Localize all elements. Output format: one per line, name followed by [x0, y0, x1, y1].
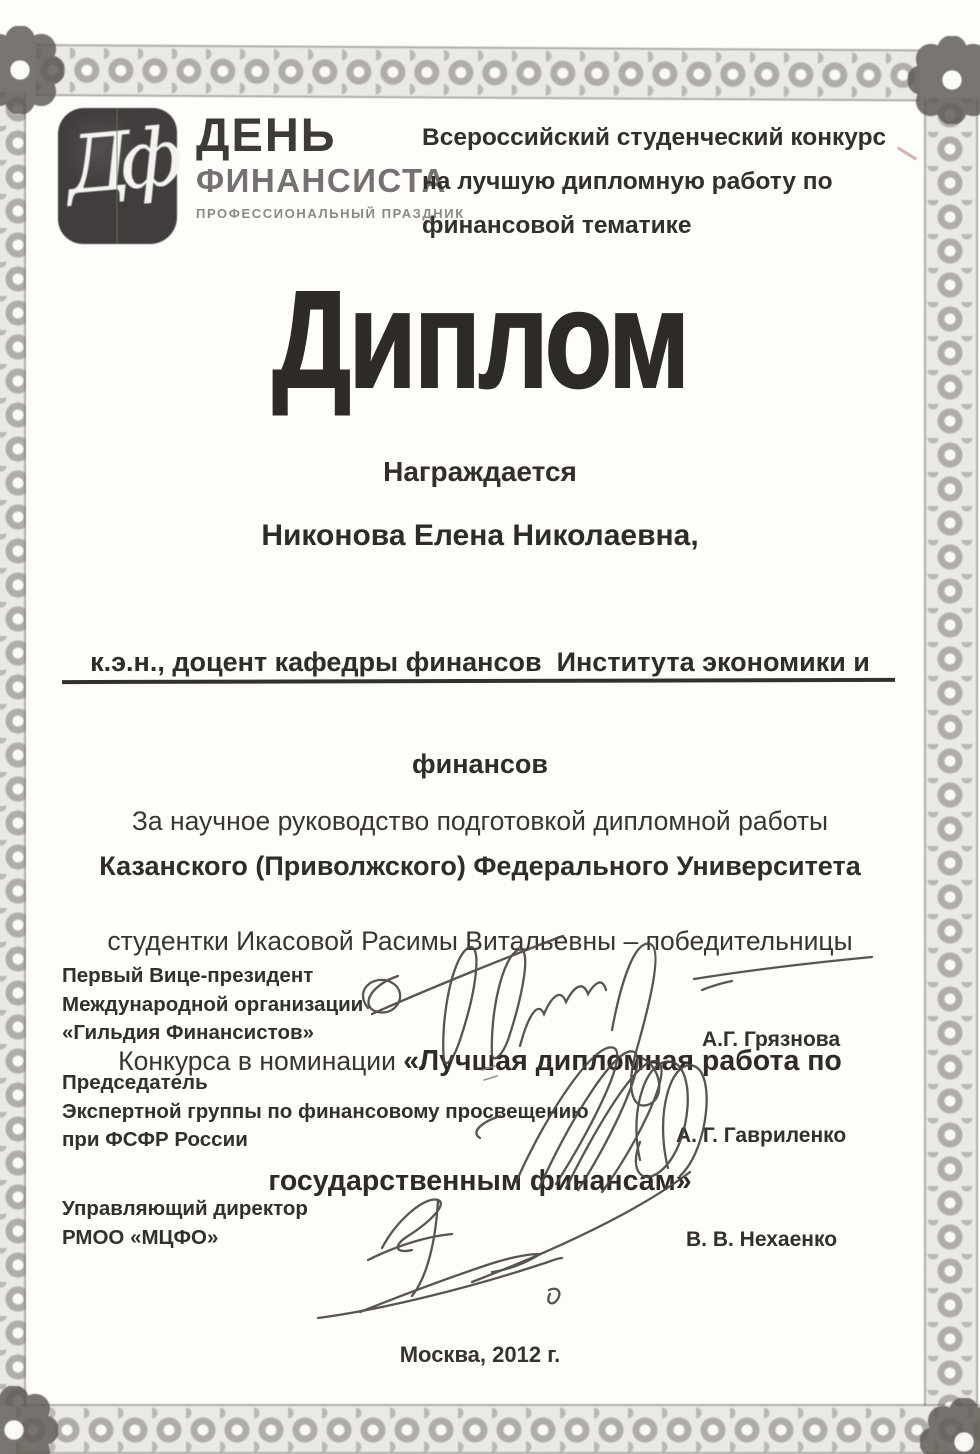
role-line: Международной организации: [62, 992, 364, 1016]
contest-line: Всероссийский студенческий конкурс: [422, 124, 887, 151]
logo-name-line1: ДЕНЬ: [196, 108, 337, 161]
ornamental-border-left: [0, 92, 26, 1406]
role-line: при ФСФР России: [62, 1128, 248, 1151]
signatory-name-2: А. Г. Гавриленко: [676, 1124, 847, 1147]
citation-line: студентки Икасовой Расимы Витальевны – победительницы: [107, 926, 853, 956]
award-label: Награждается: [383, 456, 577, 487]
role-line: РМОО «МЦФО»: [62, 1225, 219, 1249]
ornamental-border-right: [924, 98, 978, 1406]
logo-monogram: Дф: [62, 110, 176, 213]
signatory-name-1: А.Г. Грязнова: [702, 1028, 841, 1051]
ornamental-border-bottom: [16, 1404, 980, 1454]
position-line: Казанского (Приволжского) Федерального Университета: [99, 851, 861, 881]
role-line: Управляющий директор: [62, 1197, 308, 1220]
scan-artifact-line: [116, 108, 118, 244]
border-rosette-top-left-icon: [0, 26, 64, 114]
position-line: финансов: [412, 749, 548, 779]
role-line: Первый Вице-президент: [62, 964, 314, 987]
role-line: «Гильдия Финансистов»: [62, 1021, 314, 1044]
role-line: Экспертной группы по финансовому просвещению: [62, 1099, 589, 1123]
role-line: Председатель: [62, 1071, 208, 1094]
nomination-bold: государственным финансам»: [268, 1165, 692, 1197]
logo-name-line2: ФИНАНСИСТА: [196, 161, 447, 199]
border-rosette-top-right-icon: [908, 36, 980, 124]
ornamental-border-top: [36, 44, 920, 101]
citation-line: За научное руководство подготовкой дипломной работы: [131, 806, 829, 836]
signatory-name-3: В. В. Нехаенко: [686, 1228, 838, 1251]
signatory-role-2: [62, 1069, 589, 1155]
border-rosette-bottom-right-icon: [920, 1398, 980, 1454]
place-date: Москва, 2012 г.: [399, 1342, 561, 1367]
citation-regular: Конкурса в номинации: [118, 1046, 404, 1076]
contest-line: на лучшую дипломную работу по: [422, 168, 833, 195]
page-title: Диплом: [272, 263, 688, 417]
signatory-role-3: [62, 1195, 308, 1252]
logo-tagline: ПРОФЕССИОНАЛЬНЫЙ ПРАЗДНИК: [196, 206, 465, 222]
border-rosette-bottom-left-icon: [0, 1386, 58, 1454]
recipient-name: Никонова Елена Николаевна,: [261, 519, 699, 552]
contest-line: финансовой тематике: [422, 212, 692, 239]
nomination-bold: «Лучшая дипломная работа по: [403, 1045, 842, 1077]
position-line: к.э.н., доцент кафедры финансов Института экономики и: [90, 647, 870, 677]
contest-header: [422, 116, 902, 248]
signatory-role-1: [62, 962, 363, 1048]
